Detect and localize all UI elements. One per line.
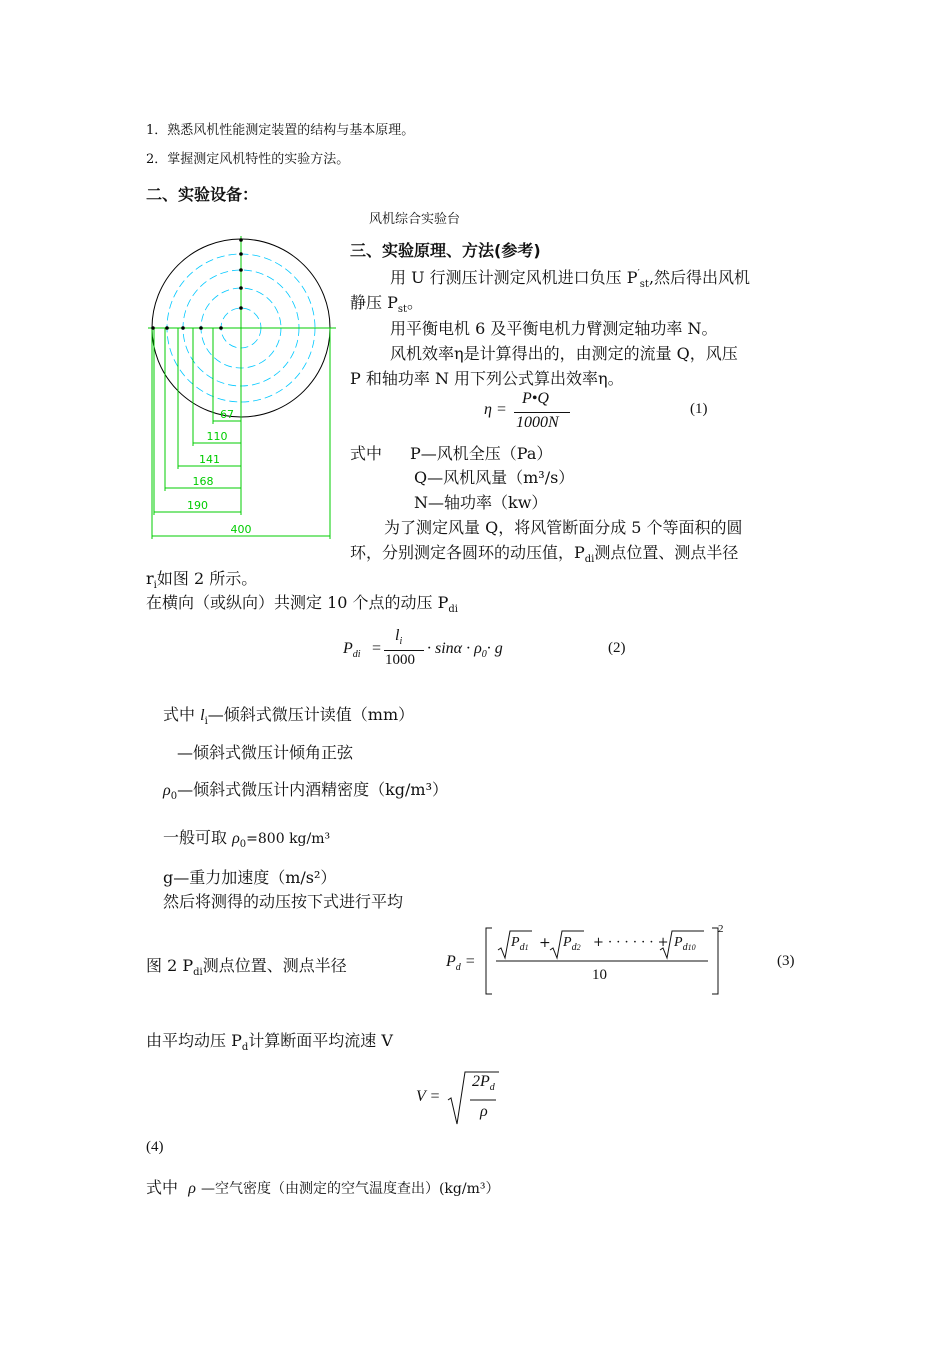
para5: 在横向（或纵向）共测定 10 个点的动压 $P_{di}$: [146, 593, 458, 616]
where2-line2: —倾斜式微压计倾角正弦: [177, 743, 354, 762]
dimension-110: [193, 328, 241, 446]
para1-line2: 静压 $P_{st}$。: [350, 293, 424, 316]
measuring-point-h5: [219, 326, 223, 330]
eq3-term3: $P_{d10}$: [674, 935, 696, 953]
pitot-point-diagram: [140, 232, 346, 552]
section3-title: 三、实验原理、方法(参考): [350, 241, 541, 260]
para7: 式中 ρ —空气密度（由测定的空气温度查出）(kg/m³）: [146, 1178, 500, 1197]
where2-line3: $\rho_0—$倾斜式微压计内酒精密度（kg/m³）: [163, 780, 448, 803]
measuring-point-v1: [239, 238, 243, 242]
measuring-points: [151, 238, 243, 330]
eq2-numerator: $l_i$: [395, 627, 403, 648]
eq3-lhs: $P_d$ =: [446, 953, 476, 974]
para1-line1: 用 U 行测压计测定风机进口负压 $P'_{st}$,然后得出风机: [390, 268, 751, 291]
para3-line1: 风机效率η是计算得出的，由测定的流量 Q，风压: [390, 344, 738, 363]
where1-item-N: N—轴功率（kw）: [414, 493, 548, 512]
objective-1: 1．熟悉风机性能测定装置的结构与基本原理。: [146, 123, 415, 138]
eq2-denominator: 1000: [385, 652, 415, 668]
eq2-rest: · $\sin\alpha \cdot \rho_0\cdot g$: [427, 640, 503, 661]
where2-line1: 式中 $l_i—$倾斜式微压计读值（mm）: [163, 705, 415, 728]
dimension-label: 141: [199, 453, 220, 466]
measuring-point-v5: [239, 306, 243, 310]
section2-title: 二、实验设备：: [146, 185, 259, 204]
measuring-point-v4: [239, 286, 243, 290]
where1-item-P: P—风机全压（Pa）: [410, 444, 553, 463]
dimension-label: 190: [187, 499, 208, 512]
eq2-label: (2): [608, 640, 626, 656]
eq3-label: (3): [777, 953, 795, 969]
para4-line2: 环，分别测定各圆环的动压值，$P_{di}$测点位置、测点半径: [350, 543, 739, 566]
para6: 由平均动压 $P_d$计算断面平均流速 V: [146, 1031, 393, 1054]
measuring-point-v3: [239, 268, 243, 272]
objective-2: 2．掌握测定风机特性的实验方法。: [146, 152, 350, 167]
eq3-power: 2: [718, 923, 724, 935]
eq1-lhs: η =: [484, 401, 507, 418]
eq3-denominator: 10: [592, 967, 607, 983]
eq2-equals: =: [372, 640, 382, 657]
measuring-point-h1: [151, 326, 155, 330]
eq1-denominator: 1000N: [516, 414, 559, 431]
eq3-plus: +: [539, 935, 551, 951]
eq4-label: (4): [146, 1139, 164, 1155]
eq4-numerator: $2P_d$: [472, 1073, 495, 1094]
dimension-67: [213, 328, 241, 424]
where2-line4: 一般可取 $\rho_0=800$ kg/m³: [163, 828, 331, 851]
measuring-point-h2: [165, 326, 169, 330]
measuring-point-h3: [181, 326, 185, 330]
eq2-fraction-bar: [384, 650, 424, 651]
equipment-caption: 风机综合实验台: [369, 212, 461, 227]
eq1-fraction-bar: [514, 412, 570, 413]
measuring-point-v2: [239, 252, 243, 256]
eq3-term1: $P_{d1}$: [511, 935, 529, 953]
eq2-lhs: $P_{di}$: [343, 640, 361, 661]
dimension-lines: [152, 328, 330, 539]
para4-line3: $r_i$如图 2 所示。: [146, 569, 258, 592]
para3-line2: P 和轴功率 N 用下列公式算出效率η。: [350, 369, 624, 388]
eq1-label: (1): [690, 401, 708, 417]
where2-line5: g—重力加速度（m/s²）: [163, 868, 337, 887]
where1-prefix: 式中: [350, 444, 383, 463]
eq3-term2: $P_{d2}$: [563, 935, 581, 953]
dimension-label: 168: [192, 475, 214, 488]
where1-item-Q: Q—风机风量（m³/s）: [414, 468, 575, 487]
dimension-label: 67: [220, 408, 234, 421]
where2-line6: 然后将测得的动压按下式进行平均: [163, 892, 404, 911]
figure2-caption: 图 2 $P_{di}$测点位置、测点半径: [146, 956, 347, 979]
para4-line1: 为了测定风量 Q，将风管断面分成 5 个等面积的圆: [384, 518, 743, 537]
dimension-label: 110: [206, 430, 228, 443]
eq1-numerator: P•Q: [522, 390, 549, 407]
eq3-dots: + · · · · · · +: [593, 935, 669, 950]
eq4-lhs: V =: [416, 1088, 441, 1105]
para2: 用平衡电机 6 及平衡电机力臂测定轴功率 N。: [390, 319, 718, 338]
dimension-label: 400: [230, 523, 252, 536]
measuring-point-h4: [199, 326, 203, 330]
eq4-denominator: ρ: [480, 1103, 488, 1120]
